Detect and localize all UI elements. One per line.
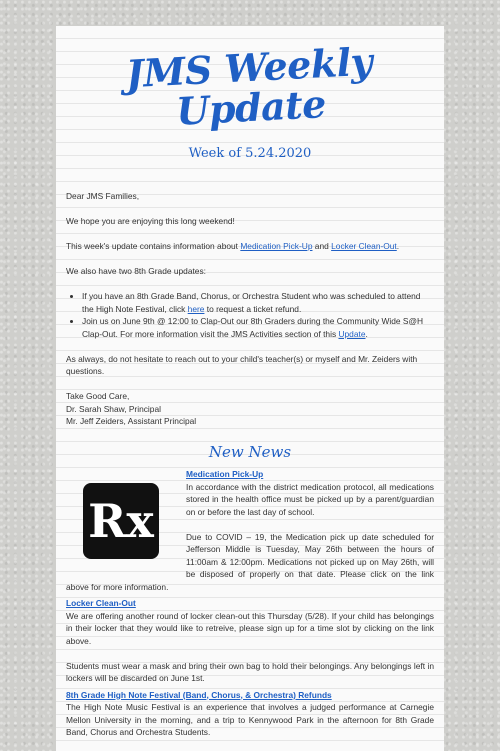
- refund-here-link[interactable]: here: [187, 303, 205, 314]
- list-item: [82, 290, 434, 315]
- newsletter-title: [56, 38, 444, 138]
- locker-cleanout-title-link[interactable]: Locker Clean-Out: [66, 598, 136, 608]
- list-item: [82, 315, 434, 340]
- newsletter-header: [56, 26, 444, 174]
- signature-line-3: Mr. Jeff Zeiders, Assistant Principal: [66, 416, 197, 426]
- locker-paragraph-1: We are offering another round of locker clean-out this Thursday (5/28). If your child has belongings in their locker that they would like to retreive, please sign up for a time slot by clicking on the link above.: [66, 610, 434, 646]
- rx-image: [66, 468, 176, 573]
- signature: [66, 390, 434, 428]
- bullet2-text-post: .: [365, 328, 368, 339]
- intro-paragraph-4: As always, do not hesitate to reach out to your child's teacher(s) or myself and Mr. Zeiders with questions.: [66, 353, 418, 376]
- festival-paragraph-1: The High Note Music Festival is an experience that involves a judged performance at Carnegie Mellon University in the morning, and a trip to Kennywood Park in the afternoon for 8th Grade Band, Chorus and Orchestra Students.: [66, 702, 434, 737]
- locker-cleanout-link[interactable]: Locker Clean-Out: [331, 241, 397, 251]
- para2-text-pre: This week's update contains information about: [66, 241, 241, 251]
- intro-paragraph-3: We also have two 8th Grade updates:: [66, 266, 206, 276]
- greeting: Dear JMS Families,: [66, 191, 140, 201]
- newsletter-body: [56, 174, 444, 739]
- eighth-grade-updates-list: [82, 290, 434, 340]
- medication-paragraph-2: Due to COVID – 19, the Medication pick up date scheduled for Jefferson Middle is Tuesday, May 26th between the hours of 11:00am & 12:00pm. Medications not picked up on May 26th, will be disposed of properly on that date. Please click on the link above for more information.: [66, 531, 434, 592]
- title-line-1: JMS Weekly: [124, 38, 374, 97]
- bullet2-text-pre: Join us on June 9th @ 12:00 to Clap-Out our 8th Graders during the Community Wide S@H Clap-Out. For more information visit the JMS Activities section of this: [82, 316, 424, 339]
- week-subtitle: Week of 5.24.2020: [188, 146, 312, 161]
- prescription-icon: Rx: [83, 483, 159, 559]
- bullet1-text-pre: If you have an 8th Grade Band, Chorus, or Orchestra Student who was scheduled to attend the High Note Festival, click: [82, 291, 421, 314]
- medication-pickup-link[interactable]: Medication Pick-Up: [240, 241, 313, 251]
- update-link[interactable]: Update: [338, 328, 366, 339]
- para2-text-end: .: [396, 241, 400, 251]
- medication-paragraph-1: In accordance with the district medication protocol, all medications stored in the health office must be picked up by a parent/guardian on or before the last day of school.: [186, 481, 434, 517]
- newsletter-card: [56, 26, 444, 751]
- signature-line-1: Take Good Care,: [66, 391, 130, 401]
- para2-text-and: and: [312, 241, 332, 251]
- festival-article: [66, 689, 434, 739]
- intro-paragraph-1: We hope you are enjoying this long weekend!: [66, 216, 235, 226]
- title-line-2: Update: [175, 81, 327, 134]
- intro-paragraph-2: [66, 240, 434, 253]
- festival-refunds-title-link[interactable]: 8th Grade High Note Festival (Band, Chorus, & Orchestra) Refunds: [66, 689, 332, 700]
- locker-article: [66, 597, 434, 685]
- signature-line-2: Dr. Sarah Shaw, Principal: [66, 403, 161, 414]
- new-news-heading: New News: [208, 442, 292, 461]
- medication-pickup-title-link[interactable]: Medication Pick-Up: [186, 469, 264, 479]
- bullet1-text-post: to request a ticket refund.: [204, 303, 302, 314]
- locker-paragraph-2: Students must wear a mask and bring their own bag to hold their belongings. Any belongings left in lockers will be discarded on June 1st.: [66, 660, 434, 683]
